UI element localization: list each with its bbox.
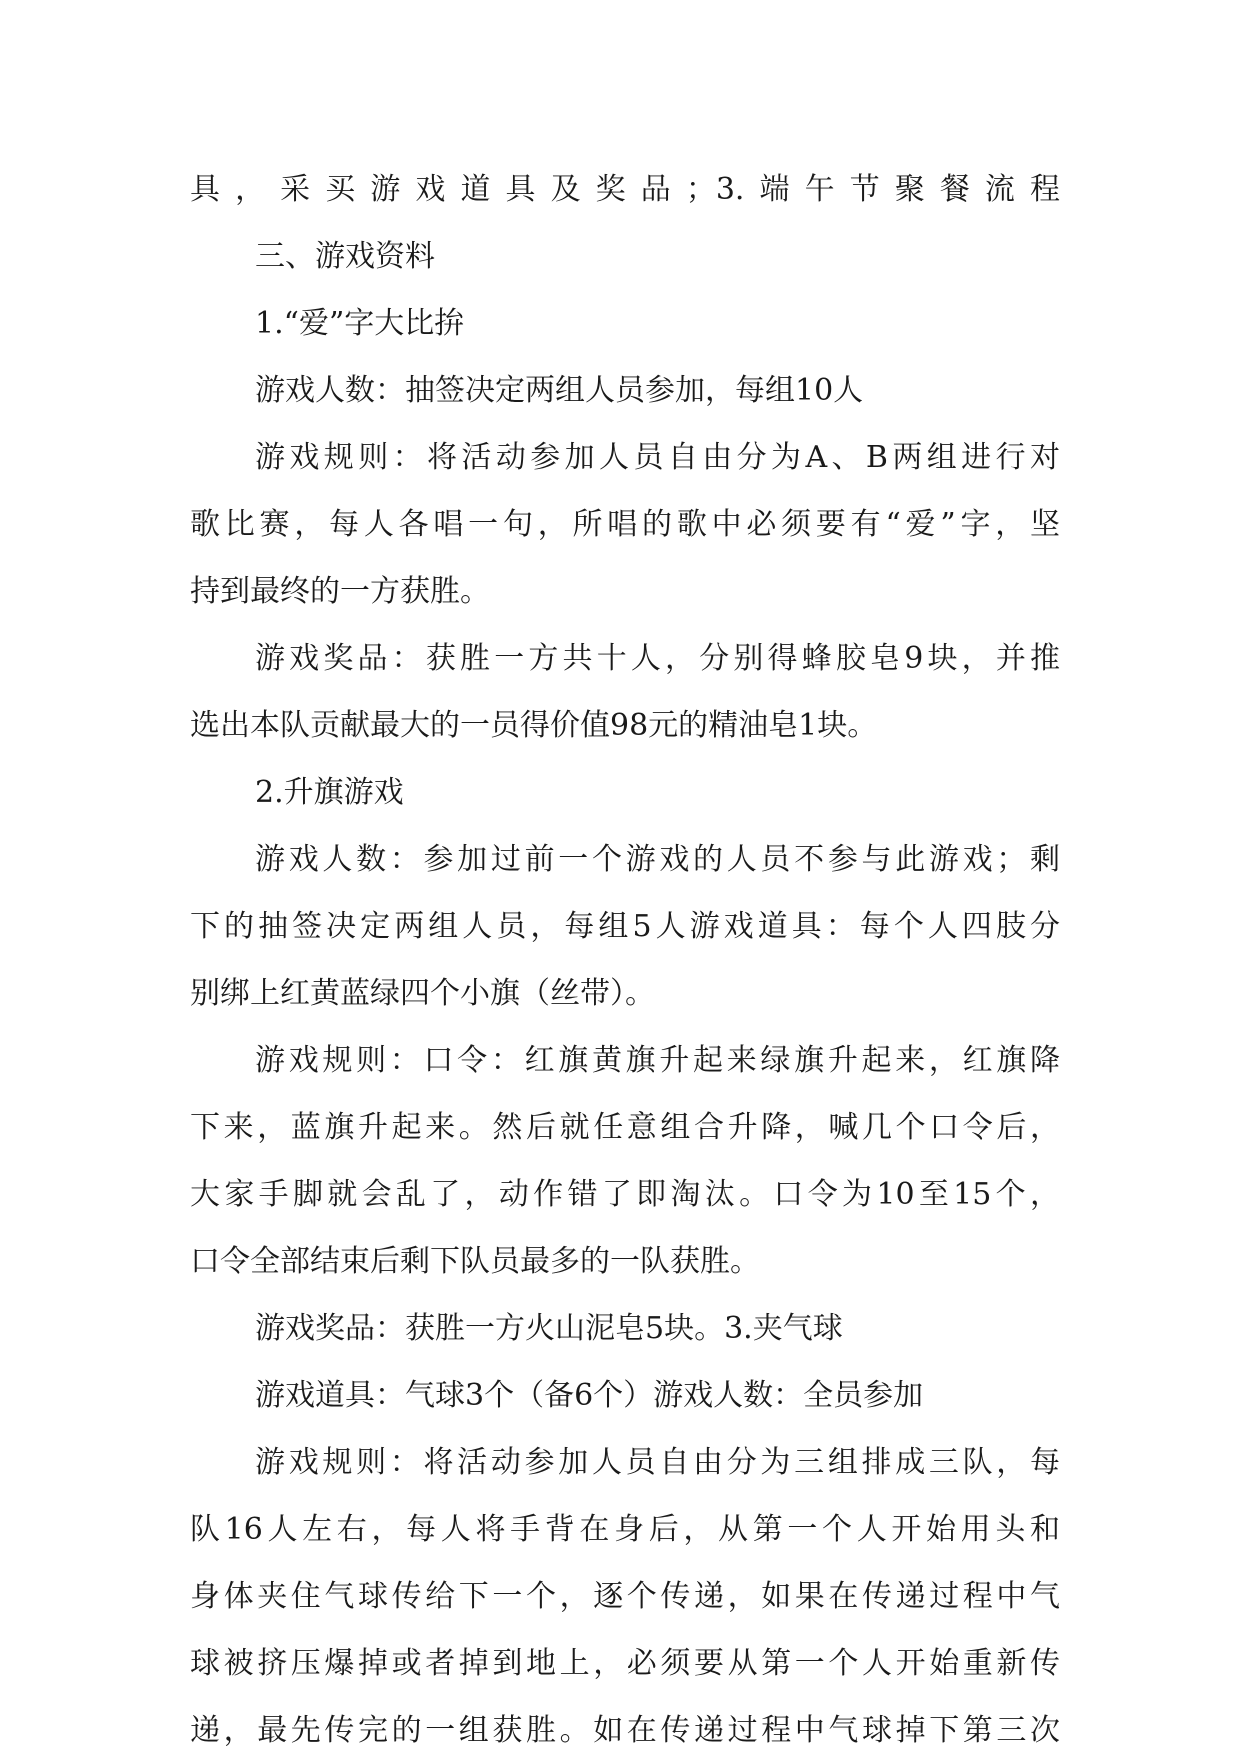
text-line: 游戏人数：抽签决定两组人员参加，每组10人: [255, 373, 864, 408]
text-line: 游戏奖品：获胜一方火山泥皂5块。3.夹气球: [255, 1311, 843, 1346]
text-line: 队16人左右，每人将手背在身后，从第一个人开始用头和: [190, 1512, 1060, 1547]
text-line: 游戏规则：将活动参加人员自由分为三组排成三队，每: [255, 1445, 1060, 1480]
text-line: 游戏人数：参加过前一个游戏的人员不参与此游戏；剩: [255, 842, 1060, 877]
text-line: 球被挤压爆掉或者掉到地上，必须要从第一个人开始重新传: [190, 1646, 1060, 1681]
text-line: 游戏规则：口令：红旗黄旗升起来绿旗升起来，红旗降: [255, 1043, 1060, 1078]
text-line: 下来，蓝旗升起来。然后就任意组合升降，喊几个口令后，: [190, 1110, 1060, 1145]
text-line: 持到最终的一方获胜。: [190, 574, 490, 609]
text-line: 具，采买游戏道具及奖品；3.端午节聚餐流程: [190, 172, 1060, 207]
text-line: 游戏规则：将活动参加人员自由分为A、B两组进行对: [255, 440, 1060, 475]
section-heading: 三、游戏资料: [255, 239, 435, 274]
text-line: 别绑上红黄蓝绿四个小旗（丝带）。: [190, 976, 655, 1011]
text-line: 选出本队贡献最大的一员得价值98元的精油皂1块。: [190, 708, 878, 743]
text-line: 歌比赛，每人各唱一句，所唱的歌中必须要有“爱”字，坚: [190, 507, 1060, 542]
text-line: 大家手脚就会乱了，动作错了即淘汰。口令为10至15个，: [190, 1177, 1060, 1212]
text-line: 递，最先传完的一组获胜。如在传递过程中气球掉下第三次: [190, 1713, 1060, 1748]
text-line: 口令全部结束后剩下队员最多的一队获胜。: [190, 1244, 760, 1279]
subsection-heading: 1.“爱”字大比拚: [255, 306, 465, 341]
text-line: 游戏道具：气球3个（备6个）游戏人数：全员参加: [255, 1378, 924, 1413]
subsection-heading: 2.升旗游戏: [255, 775, 404, 810]
text-line: 身体夹住气球传给下一个，逐个传递，如果在传递过程中气: [190, 1579, 1060, 1614]
text-line: 游戏奖品：获胜一方共十人，分别得蜂胶皂9块，并推: [255, 641, 1060, 676]
document-body: [190, 156, 1060, 1764]
text-line: 下的抽签决定两组人员，每组5人游戏道具：每个人四肢分: [190, 909, 1060, 944]
